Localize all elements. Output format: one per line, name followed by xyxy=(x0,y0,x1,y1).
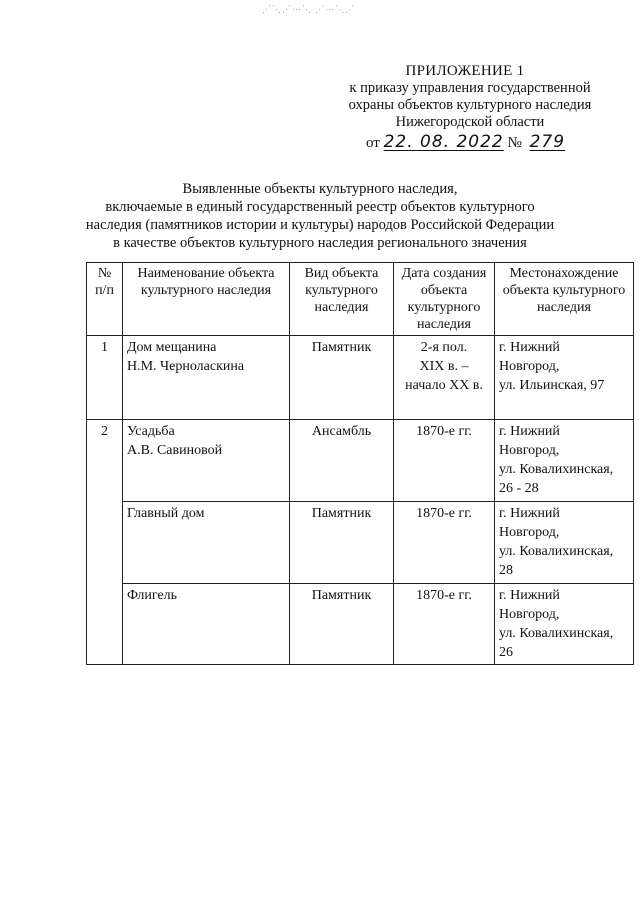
row-location xyxy=(495,502,634,584)
location-line: Новгород, xyxy=(499,607,560,622)
header-name: Наименование объекта культурного наследия xyxy=(123,263,290,336)
location-line: ул. Ковалихинская, xyxy=(499,626,614,641)
row-num xyxy=(87,584,123,665)
row-type: Ансамбль xyxy=(290,420,394,502)
location-line: г. Нижний xyxy=(499,588,560,603)
location-line: ул. Ковалихинская, xyxy=(499,462,614,477)
date-line: 2-я пол. xyxy=(420,340,468,355)
row-type: Памятник xyxy=(290,584,394,665)
row-num: 2 xyxy=(87,420,123,502)
scan-artifact: ⋰⋱⋰⋯⋱ ⋰⋯⋱⋰ xyxy=(262,4,356,14)
location-line: Новгород, xyxy=(499,525,560,540)
appendix-title: ПРИЛОЖЕНИЕ 1 xyxy=(405,63,525,79)
row-name xyxy=(123,420,290,502)
table-header-row xyxy=(87,263,634,336)
order-date-line xyxy=(366,132,579,152)
table-row xyxy=(87,336,634,420)
table-row xyxy=(87,502,634,584)
header-location: Местонахождение объекта культурного наследия xyxy=(495,263,634,336)
order-number-handwritten: 279 xyxy=(529,132,566,152)
number-label: № xyxy=(507,135,522,151)
appendix-line-2: охраны объектов культурного наследия xyxy=(348,97,592,113)
location-line: ул. Ильинская, 97 xyxy=(499,378,605,393)
row-num: 1 xyxy=(87,336,123,420)
header-date: Дата создания объекта культурного наследия xyxy=(394,263,495,336)
name-line: Усадьба xyxy=(127,424,175,439)
row-date xyxy=(394,336,495,420)
row-location xyxy=(495,584,634,665)
row-date: 1870-е гг. xyxy=(394,502,495,584)
table-row xyxy=(87,584,634,665)
row-location xyxy=(495,420,634,502)
heading-line-1: Выявленные объекты культурного наследия, xyxy=(182,181,458,197)
row-date: 1870-е гг. xyxy=(394,584,495,665)
location-line: ул. Ковалихинская, xyxy=(499,544,614,559)
date-line: начало XX в. xyxy=(405,378,483,393)
location-line: 28 xyxy=(499,563,513,578)
heritage-objects-table xyxy=(86,262,634,665)
row-location xyxy=(495,336,634,420)
table-row xyxy=(87,420,634,502)
row-name: Флигель xyxy=(123,584,290,665)
ot-label: от xyxy=(366,135,380,151)
date-line: XIX в. – xyxy=(419,359,469,374)
location-line: г. Нижний xyxy=(499,424,560,439)
row-name xyxy=(123,336,290,420)
order-date-handwritten: 22. 08. 2022 xyxy=(383,132,504,152)
header-num: № п/п xyxy=(87,263,123,336)
location-line: г. Нижний xyxy=(499,340,560,355)
location-line: Новгород, xyxy=(499,443,560,458)
name-line: Дом мещанина xyxy=(127,340,217,355)
appendix-line-1: к приказу управления государственной xyxy=(349,80,591,96)
heading-line-4: в качестве объектов культурного наследия регионального значения xyxy=(113,235,527,251)
location-line: 26 xyxy=(499,645,513,660)
heading-line-2: включаемые в единый государственный реестр объектов культурного xyxy=(105,199,535,215)
row-type: Памятник xyxy=(290,336,394,420)
row-type: Памятник xyxy=(290,502,394,584)
location-line: 26 - 28 xyxy=(499,481,539,496)
name-line: А.В. Савиновой xyxy=(127,443,223,458)
header-type: Вид объекта культурного наследия xyxy=(290,263,394,336)
appendix-line-3: Нижегородской области xyxy=(395,114,545,130)
row-name: Главный дом xyxy=(123,502,290,584)
row-num xyxy=(87,502,123,584)
row-date: 1870-е гг. xyxy=(394,420,495,502)
heading-line-3: наследия (памятников истории и культуры) народов Российской Федерации xyxy=(85,217,555,233)
name-line: Н.М. Черноласкина xyxy=(127,359,245,374)
location-line: Новгород, xyxy=(499,359,560,374)
location-line: г. Нижний xyxy=(499,506,560,521)
